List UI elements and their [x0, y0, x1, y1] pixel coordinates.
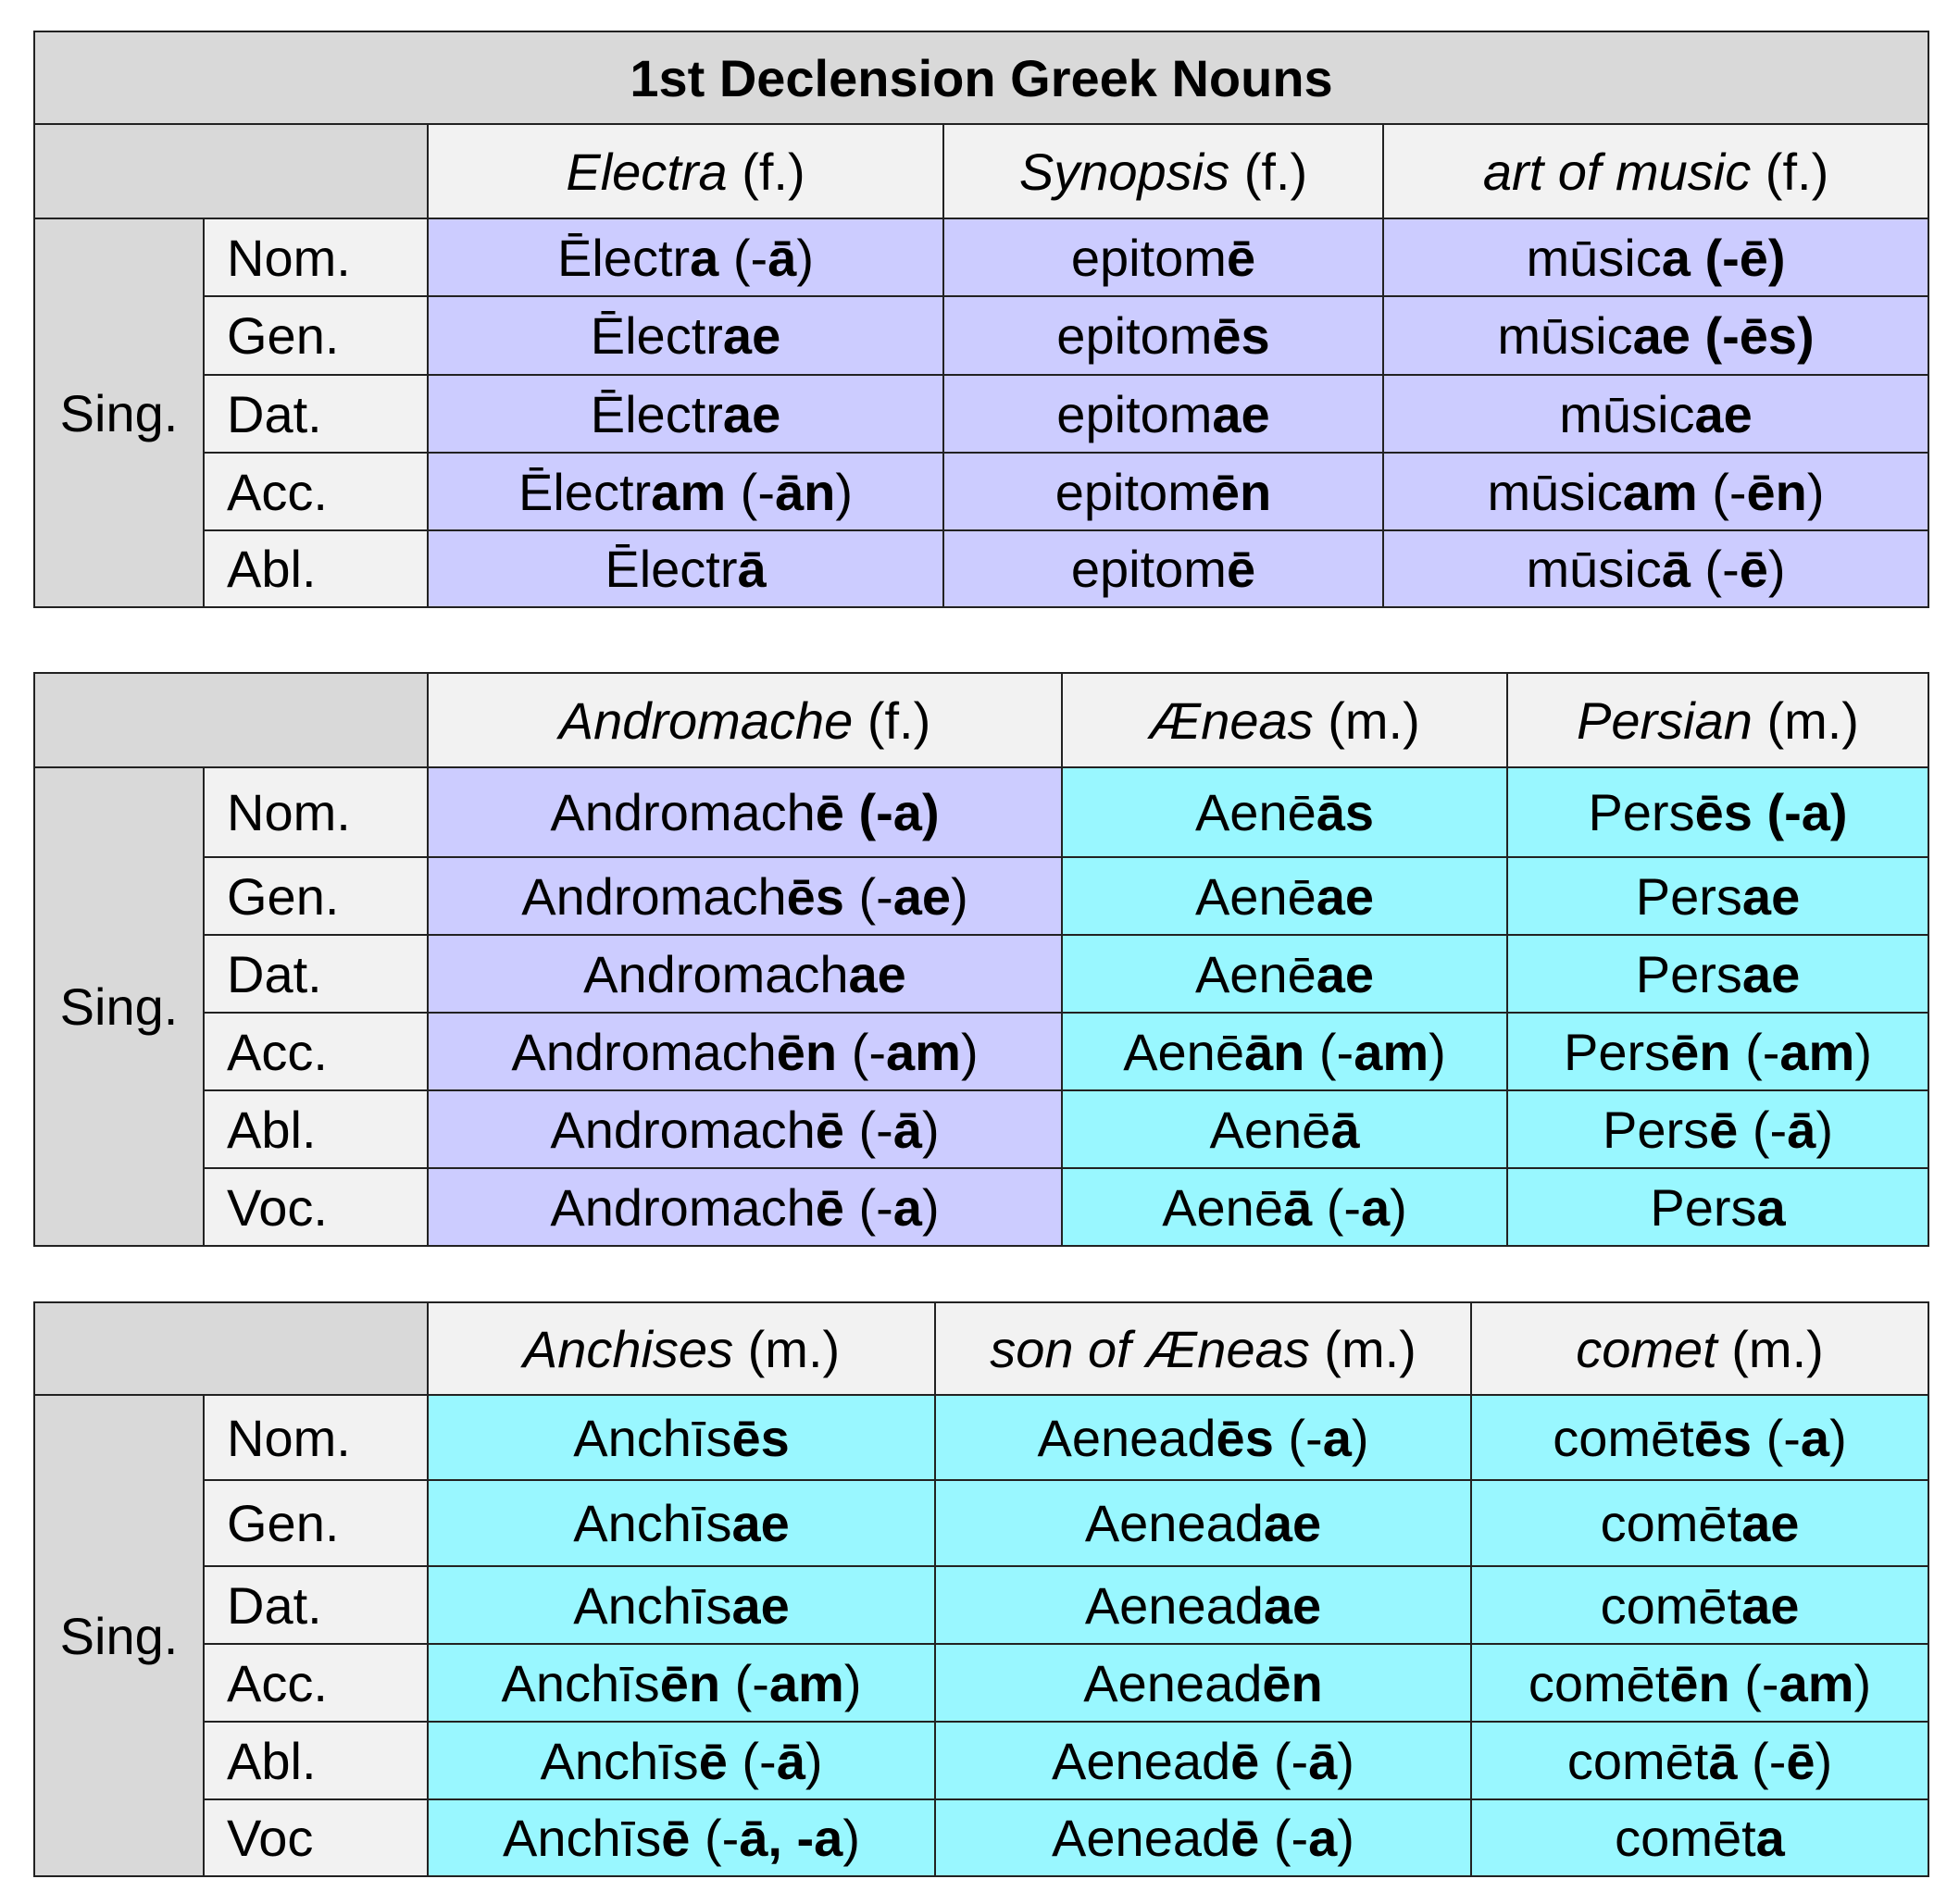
form-stem: epitom: [1054, 462, 1211, 521]
form-cell: [1507, 767, 1928, 857]
form-stem: Ēlectr: [557, 228, 691, 287]
form-cell: [428, 530, 943, 607]
form-cell: [943, 218, 1383, 296]
form-ending: ae: [722, 306, 781, 365]
table-row: [34, 453, 1928, 530]
variant-close: ): [1767, 540, 1786, 598]
form-ending: a: [1756, 1177, 1786, 1237]
variant-prefix: (-: [726, 462, 775, 521]
variant-ending: a: [1361, 1177, 1391, 1237]
form-ending: ēs: [731, 1408, 790, 1467]
form-cell: [1471, 1566, 1928, 1644]
table-row: [34, 1644, 1928, 1722]
form-cell: [1062, 1013, 1507, 1090]
variant-prefix: [1691, 229, 1705, 287]
form-cell: [935, 1644, 1471, 1722]
form-stem: Pers: [1635, 866, 1742, 926]
form-cell: [1507, 857, 1928, 935]
case-label: Acc.: [204, 1644, 428, 1722]
form-ending: ae: [1632, 306, 1691, 365]
case-label: Voc.: [204, 1168, 428, 1246]
header-word: Andromache: [558, 691, 854, 750]
form-stem: Aenē: [1209, 1100, 1331, 1159]
form-ending: ae: [1741, 944, 1801, 1003]
form-cell: [428, 1480, 935, 1566]
column-header: [428, 673, 1062, 767]
variant-ending: ē: [1786, 1731, 1816, 1790]
form-stem: Pers: [1564, 1022, 1671, 1081]
table-row: [34, 935, 1928, 1013]
header-gender: (f.): [1243, 142, 1308, 201]
variant-close: ): [1853, 1653, 1872, 1712]
table-row: [34, 1013, 1928, 1090]
form-cell: [1471, 1644, 1928, 1722]
variant-ending: (-a): [858, 783, 940, 841]
declension-table-1: [33, 31, 1929, 608]
form-cell: [1383, 453, 1928, 530]
case-label: Abl.: [204, 1090, 428, 1168]
variant-prefix: (-: [843, 1177, 893, 1237]
variant-prefix: (-: [837, 1022, 886, 1081]
header-word: Anchises: [522, 1319, 734, 1378]
form-cell: [1471, 1799, 1928, 1876]
form-ending: ēn: [1262, 1653, 1323, 1712]
form-cell: [1383, 218, 1928, 296]
form-ending: a: [1755, 1809, 1785, 1867]
variant-prefix: (-: [1312, 1177, 1361, 1237]
column-header: [1507, 673, 1928, 767]
form-stem: comēt: [1528, 1653, 1670, 1712]
form-ending: ae: [1694, 384, 1753, 443]
form-ending: ē: [1230, 1809, 1260, 1867]
form-cell: [935, 1566, 1471, 1644]
form-stem: comēt: [1615, 1809, 1756, 1867]
form-cell: [935, 1395, 1471, 1480]
form-cell: [428, 1395, 935, 1480]
form-ending: a: [1661, 228, 1691, 287]
case-label: Nom.: [204, 1395, 428, 1480]
variant-ending: ēn: [1746, 462, 1807, 521]
form-ending: ēn: [1670, 1022, 1731, 1081]
header-word: Æneas: [1149, 691, 1314, 750]
form-ending: ēs: [786, 866, 844, 926]
form-ending: ae: [731, 1575, 790, 1635]
variant-close: ): [1815, 1731, 1833, 1790]
form-stem: Pers: [1603, 1100, 1710, 1159]
variant-ending: am: [1778, 1653, 1854, 1712]
form-cell: [943, 453, 1383, 530]
variant-prefix: (-: [1690, 540, 1740, 598]
variant-close: ): [921, 1177, 940, 1237]
form-cell: [428, 1644, 935, 1722]
form-ending: ē: [1230, 1731, 1260, 1790]
case-label: Abl.: [204, 530, 428, 607]
form-ending: ae: [1741, 866, 1801, 926]
variant-ending: a: [1308, 1809, 1338, 1867]
form-ending: ē: [698, 1731, 728, 1790]
table-title: 1st Declension Greek Nouns: [34, 31, 1928, 124]
form-cell: [428, 1722, 935, 1799]
form-ending: ē: [815, 1100, 844, 1159]
form-ending: ē: [661, 1809, 691, 1867]
header-word: art of music: [1482, 142, 1752, 201]
number-label: Sing.: [34, 1395, 204, 1876]
form-stem: mūsic: [1497, 306, 1633, 365]
variant-ending: am: [886, 1022, 961, 1081]
form-ending: ae: [1741, 1494, 1800, 1552]
table-row: [34, 530, 1928, 607]
form-ending: ae: [731, 1494, 790, 1552]
header-gender: (m.): [1328, 691, 1420, 750]
form-stem: Aenead: [1052, 1731, 1231, 1790]
form-ending: ē: [815, 783, 844, 841]
form-ending: ē: [815, 1177, 844, 1237]
column-header: [943, 124, 1383, 218]
variant-close: ): [951, 866, 968, 926]
form-cell: [1383, 375, 1928, 453]
form-stem: mūsic: [1487, 462, 1623, 521]
form-cell: [1507, 935, 1928, 1013]
table-row: [34, 767, 1928, 857]
form-stem: comēt: [1566, 1731, 1709, 1790]
variant-close: ): [1829, 1408, 1847, 1467]
form-stem: epitom: [1056, 384, 1213, 443]
form-stem: Anchīs: [573, 1408, 732, 1467]
form-cell: [943, 375, 1383, 453]
table-row: [34, 1168, 1928, 1246]
form-stem: Ēlectr: [590, 384, 723, 443]
form-ending: ae: [1263, 1575, 1322, 1635]
column-header: [428, 1302, 935, 1395]
variant-close: ): [1854, 1022, 1872, 1081]
form-ending: am: [1622, 462, 1698, 521]
form-stem: epitom: [1070, 228, 1227, 287]
form-ending: ēn: [1669, 1653, 1730, 1712]
form-ending: ae: [1212, 384, 1270, 443]
form-stem: Andromach: [550, 783, 816, 841]
form-stem: Aenead: [1084, 1494, 1264, 1552]
form-cell: [1383, 530, 1928, 607]
variant-ending: a: [892, 1177, 922, 1237]
form-ending: ae: [722, 384, 781, 443]
form-stem: Anchīs: [503, 1809, 662, 1867]
variant-ending: ā: [1787, 1100, 1816, 1159]
form-stem: Andromach: [550, 1100, 816, 1159]
variant-close: ): [1806, 462, 1825, 521]
variant-ending: a: [1800, 1408, 1830, 1467]
variant-prefix: (-: [718, 228, 768, 287]
variant-prefix: (-: [1259, 1731, 1309, 1790]
form-ending: ēs: [1216, 1408, 1274, 1467]
variant-close: ): [842, 1809, 860, 1867]
variant-close: ): [1429, 1022, 1446, 1081]
table-row: [34, 1566, 1928, 1644]
form-cell: [943, 530, 1383, 607]
form-ending: ā: [1330, 1100, 1360, 1159]
form-ending: ēs: [1212, 306, 1270, 365]
case-label: Dat.: [204, 375, 428, 453]
form-ending: ae: [1741, 1575, 1800, 1635]
form-stem: Aenē: [1162, 1177, 1283, 1237]
form-cell: [428, 1566, 935, 1644]
form-stem: Pers: [1650, 1177, 1757, 1237]
form-cell: [1471, 1722, 1928, 1799]
form-ending: ēs: [1694, 783, 1753, 841]
variant-prefix: (-: [690, 1809, 740, 1867]
form-ending: ēs: [1693, 1408, 1753, 1467]
variant-prefix: (-: [720, 1653, 769, 1712]
variant-prefix: (-: [1273, 1408, 1323, 1467]
variant-prefix: (-: [843, 866, 893, 926]
case-label: Gen.: [204, 296, 428, 375]
form-cell: [1471, 1480, 1928, 1566]
header-gender: (f.): [867, 691, 931, 750]
declension-table-3: [33, 1301, 1929, 1877]
form-ending: ās: [1316, 783, 1375, 841]
form-stem: Ēlectr: [518, 462, 652, 521]
form-cell: [1062, 1168, 1507, 1246]
variant-close: ): [843, 1653, 862, 1712]
form-cell: [428, 935, 1062, 1013]
form-stem: comēt: [1600, 1494, 1742, 1552]
form-cell: [1471, 1395, 1928, 1480]
form-stem: Aenead: [1052, 1809, 1231, 1867]
variant-ending: ā: [1308, 1731, 1338, 1790]
variant-prefix: [844, 783, 859, 841]
form-cell: [428, 857, 1062, 935]
variant-close: ): [960, 1022, 979, 1081]
header-word: comet: [1576, 1319, 1717, 1378]
form-cell: [428, 1799, 935, 1876]
variant-ending: am: [1354, 1022, 1429, 1081]
form-stem: Aenē: [1194, 783, 1316, 841]
table-row: [34, 1480, 1928, 1566]
variant-ending: ān: [774, 462, 836, 521]
variant-close: ): [796, 228, 814, 287]
column-header: [935, 1302, 1471, 1395]
form-ending: ān: [1243, 1022, 1305, 1081]
variant-close: ): [1351, 1408, 1369, 1467]
header-gender: (m.): [1324, 1319, 1416, 1378]
variant-close: ): [1390, 1177, 1407, 1237]
form-cell: [1383, 296, 1928, 375]
header-gender: (m.): [1766, 691, 1859, 750]
form-ending: ē: [1226, 540, 1256, 598]
form-cell: [428, 1013, 1062, 1090]
form-cell: [935, 1480, 1471, 1566]
form-cell: [1062, 1090, 1507, 1168]
header-word: Electra: [566, 142, 728, 201]
form-stem: Andromach: [550, 1177, 816, 1237]
form-stem: Anchīs: [501, 1653, 660, 1712]
form-stem: Aenē: [1123, 1022, 1244, 1081]
form-stem: Pers: [1588, 783, 1695, 841]
variant-ending: am: [1779, 1022, 1855, 1081]
header-corner: [34, 673, 428, 767]
case-label: Dat.: [204, 1566, 428, 1644]
form-cell: [428, 218, 943, 296]
header-word: son of Æneas: [990, 1319, 1310, 1378]
header-word: Synopsis: [1018, 142, 1230, 201]
variant-prefix: [1753, 783, 1767, 841]
table-row: [34, 296, 1928, 375]
number-label: Sing.: [34, 767, 204, 1246]
table-row: [34, 1090, 1928, 1168]
variant-close: ): [921, 1100, 940, 1159]
form-stem: Pers: [1635, 944, 1742, 1003]
header-word: Persian: [1577, 691, 1753, 750]
variant-ending: a: [1322, 1408, 1352, 1467]
header-gender: (m.): [1731, 1319, 1824, 1378]
case-label: Voc: [204, 1799, 428, 1876]
table-row: [34, 1722, 1928, 1799]
table-row: [34, 1799, 1928, 1876]
form-ending: ae: [848, 944, 906, 1003]
variant-prefix: (-: [1730, 1022, 1780, 1081]
form-stem: comēt: [1553, 1408, 1694, 1467]
variant-ending: (-ē): [1704, 228, 1786, 287]
form-stem: Aenē: [1194, 866, 1316, 926]
variant-prefix: (-: [843, 1100, 893, 1159]
header-gender: (m.): [747, 1319, 841, 1378]
form-cell: [1062, 767, 1507, 857]
table-row: [34, 1395, 1928, 1480]
form-ending: ae: [1316, 944, 1375, 1003]
form-stem: mūsic: [1559, 384, 1695, 443]
form-stem: Andromach: [521, 866, 787, 926]
column-header: [428, 124, 943, 218]
column-header: [1062, 673, 1507, 767]
variant-ending: (-ēs): [1704, 306, 1815, 365]
form-cell: [1507, 1168, 1928, 1246]
variant-prefix: [1691, 306, 1705, 365]
form-cell: [935, 1722, 1471, 1799]
form-ending: ēn: [1210, 462, 1272, 521]
form-cell: [1062, 857, 1507, 935]
form-cell: [428, 375, 943, 453]
form-ending: ē: [1226, 228, 1256, 287]
variant-close: ): [835, 462, 853, 521]
variant-close: ): [805, 1731, 823, 1790]
form-stem: comēt: [1600, 1575, 1742, 1635]
form-stem: Anchīs: [573, 1575, 732, 1635]
form-stem: Aenead: [1083, 1653, 1263, 1712]
form-cell: [1507, 1090, 1928, 1168]
variant-prefix: (-: [1697, 462, 1747, 521]
form-cell: [428, 767, 1062, 857]
variant-ending: am: [768, 1653, 844, 1712]
form-stem: Andromach: [583, 944, 849, 1003]
variant-ending: ae: [892, 866, 952, 926]
form-stem: Andromach: [511, 1022, 777, 1081]
form-cell: [428, 1090, 1062, 1168]
form-cell: [428, 296, 943, 375]
variant-close: ): [1816, 1100, 1833, 1159]
variant-prefix: (-: [1304, 1022, 1354, 1081]
form-ending: ā: [1661, 540, 1691, 598]
form-stem: Aenead: [1037, 1408, 1217, 1467]
form-ending: ēn: [776, 1022, 838, 1081]
variant-prefix: (-: [1729, 1653, 1779, 1712]
case-label: Acc.: [204, 453, 428, 530]
form-stem: epitom: [1070, 540, 1227, 598]
form-cell: [943, 296, 1383, 375]
form-ending: ē: [1709, 1100, 1739, 1159]
header-corner: [34, 1302, 428, 1395]
variant-ending: ā: [892, 1100, 922, 1159]
form-ending: a: [690, 228, 719, 287]
form-ending: ā: [737, 540, 767, 598]
variant-close: ): [1337, 1731, 1354, 1790]
form-ending: ā: [1708, 1731, 1738, 1790]
form-stem: Aenead: [1084, 1575, 1264, 1635]
form-stem: Ēlectr: [590, 306, 723, 365]
variant-ending: ē: [1739, 540, 1768, 598]
form-ending: ēn: [659, 1653, 721, 1712]
variant-prefix: (-: [1738, 1100, 1788, 1159]
case-label: Abl.: [204, 1722, 428, 1799]
case-label: Acc.: [204, 1013, 428, 1090]
form-ending: ā: [1282, 1177, 1313, 1237]
form-stem: Aenē: [1194, 944, 1316, 1003]
form-cell: [1507, 1013, 1928, 1090]
form-cell: [428, 1168, 1062, 1246]
form-cell: [935, 1799, 1471, 1876]
variant-close: ): [1337, 1809, 1354, 1867]
variant-prefix: (-: [1259, 1809, 1309, 1867]
column-header: [1383, 124, 1928, 218]
variant-ending: (-a): [1766, 783, 1848, 841]
form-stem: mūsic: [1526, 228, 1662, 287]
case-label: Nom.: [204, 218, 428, 296]
variant-ending: ā: [776, 1731, 805, 1790]
header-gender: (f.): [742, 142, 805, 201]
form-cell: [1062, 935, 1507, 1013]
form-ending: am: [651, 462, 727, 521]
variant-prefix: (-: [1752, 1408, 1801, 1467]
variant-prefix: (-: [727, 1731, 777, 1790]
header-gender: (f.): [1765, 142, 1829, 201]
case-label: Dat.: [204, 935, 428, 1013]
case-label: Nom.: [204, 767, 428, 857]
table-row: [34, 857, 1928, 935]
form-stem: mūsic: [1526, 540, 1662, 598]
variant-prefix: (-: [1737, 1731, 1787, 1790]
form-cell: [428, 453, 943, 530]
variant-ending: ā, -a: [739, 1809, 843, 1867]
form-ending: ae: [1263, 1494, 1322, 1552]
case-label: Gen.: [204, 1480, 428, 1566]
form-stem: epitom: [1056, 306, 1213, 365]
form-stem: Anchīs: [573, 1494, 732, 1552]
number-label: Sing.: [34, 218, 204, 607]
case-label: Gen.: [204, 857, 428, 935]
declension-table-2: [33, 672, 1929, 1247]
column-header: [1471, 1302, 1928, 1395]
form-stem: Ēlectr: [605, 540, 738, 598]
form-ending: ae: [1316, 866, 1375, 926]
form-stem: Anchīs: [540, 1731, 699, 1790]
table-row: [34, 375, 1928, 453]
header-corner: [34, 124, 428, 218]
variant-ending: ā: [767, 228, 797, 287]
table-row: [34, 218, 1928, 296]
